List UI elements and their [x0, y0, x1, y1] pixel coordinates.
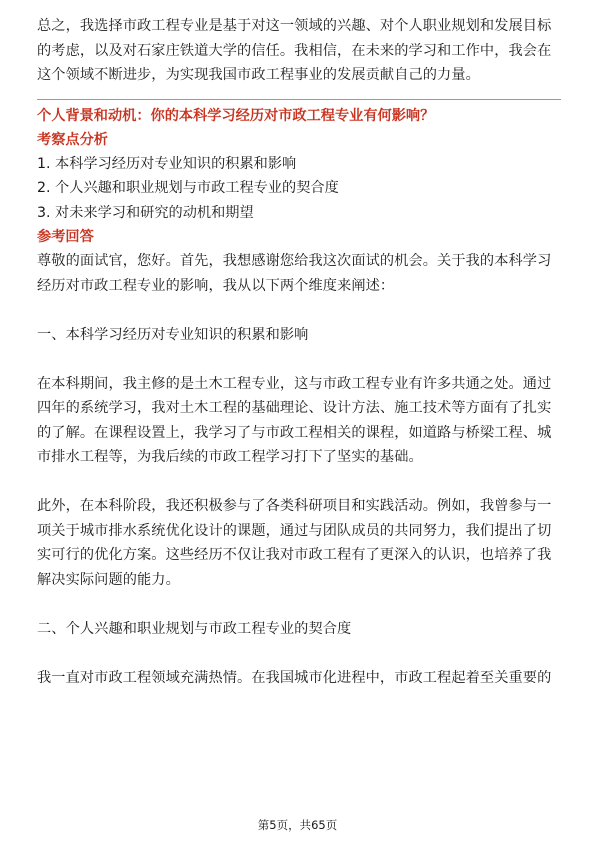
- answer-opening: [37, 249, 561, 298]
- part1-title: 一、本科学习经历对专业知识的积累和影响: [37, 326, 309, 343]
- text-line: 尊敬的面试官，您好。首先，我想感谢您给我这次面试的机会。关于我的本科学习: [37, 253, 552, 269]
- text-line: 这个领域不断进步，为实现我国市政工程事业的发展贡献自己的力量。: [37, 67, 480, 83]
- analysis-heading: 考察点分析: [37, 131, 108, 148]
- text-line: 解决实际问题的能力。: [37, 571, 180, 588]
- part2-paragraph-1: [37, 666, 561, 691]
- page-number: 第5页，共65页: [257, 818, 338, 832]
- part1-paragraph-1: [37, 372, 561, 470]
- text-line: 经历对市政工程专业的影响，我从以下两个维度来阐述：: [37, 277, 395, 294]
- text-line: 总之，我选择市政工程专业是基于对这一领域的兴趣、对个人职业规划和发展目标: [37, 18, 552, 34]
- text-line: 市排水工程等，为我后续的市政工程学习打下了坚实的基础。: [37, 449, 423, 465]
- text-line: 此外，在本科阶段，我还积极参与了各类科研项目和实践活动。例如，我曾参与一: [37, 498, 552, 514]
- question-title: 个人背景和动机：你的本科学习经历对市政工程专业有何影响？: [37, 107, 435, 124]
- text-line: 的考虑，以及对石家庄铁道大学的信任。我相信，在未来的学习和工作中，我会在: [37, 42, 552, 59]
- part1-paragraph-2: [37, 494, 561, 592]
- text-line: 实可行的优化方案。这些经历不仅让我对市政工程有了更深入的认识，也培养了我: [37, 547, 552, 563]
- list-item: 3. 对未来学习和研究的动机和期望: [37, 204, 254, 221]
- text-line: 四年的系统学习，我对土木工程的基础理论、设计方法、施工技术等方面有了扎实: [37, 400, 552, 416]
- list-item: 2. 个人兴趣和职业规划与市政工程专业的契合度: [37, 180, 339, 196]
- page-content: [37, 14, 561, 690]
- text-line: 我一直对市政工程领域充满热情。在我国城市化进程中，市政工程起着至关重要的: [37, 669, 552, 686]
- analysis-list: [37, 152, 561, 226]
- text-line: 在本科期间，我主修的是土木工程专业，这与市政工程专业有许多共通之处。通过: [37, 375, 552, 392]
- text-line: 的了解。在课程设置上，我学习了与市政工程相关的课程，如道路与桥梁工程、城: [37, 424, 552, 441]
- part2-title: 二、个人兴趣和职业规划与市政工程专业的契合度: [37, 620, 352, 637]
- list-item: 1. 本科学习经历对专业知识的积累和影响: [37, 155, 297, 172]
- text-line: 项关于城市排水系统优化设计的课题，通过与团队成员的共同努力，我们提出了切: [37, 522, 552, 539]
- section-divider: [37, 99, 561, 100]
- intro-paragraph: [37, 14, 561, 88]
- answer-heading: 参考回答: [37, 229, 94, 245]
